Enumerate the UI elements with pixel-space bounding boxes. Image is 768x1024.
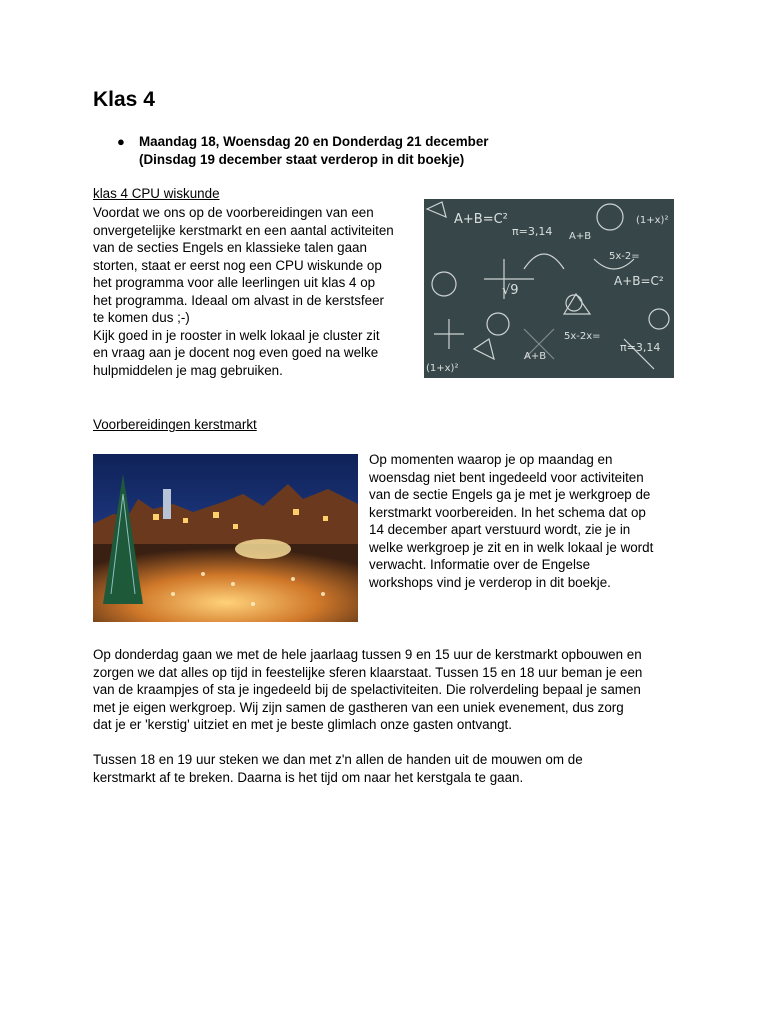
text-line: Voordat we ons op de voorbereidingen van een bbox=[93, 205, 374, 220]
formula-text: (1+x)² bbox=[426, 363, 459, 374]
text-line: kerstmarkt voorbereiden. In het schema dat op bbox=[369, 504, 646, 520]
kerstmarkt-heading: Voorbereidingen kerstmarkt bbox=[93, 417, 257, 432]
text-line: van de kraampjes of sta je ingedeeld bij de spelactiviteiten. Die rolverdeling bepaal je samen bbox=[93, 682, 641, 697]
christmas-market-image bbox=[93, 454, 358, 622]
text-line: en vraag aan je docent nog even goed na welke bbox=[93, 345, 379, 360]
text-line: met je eigen werkgroep. Wij zijn samen de gastheren van een uniek evenement, dus zorg bbox=[93, 699, 624, 715]
formula-text: A+B bbox=[569, 231, 592, 242]
formula-text: √9 bbox=[502, 283, 519, 298]
math-chalkboard-image bbox=[424, 199, 674, 378]
text-line: Tussen 18 en 19 uur steken we dan met z'n allen de handen uit de mouwen om de bbox=[93, 752, 583, 767]
kerstmarkt-paragraph bbox=[369, 451, 679, 591]
text-line: Op donderdag gaan we met de hele jaarlaag tussen 9 en 15 uur de kerstmarkt opbouwen en bbox=[93, 647, 642, 662]
formula-text: π=3,14 bbox=[620, 341, 661, 354]
formula-text: π=3,14 bbox=[512, 225, 553, 238]
cpu-wiskunde-paragraph bbox=[93, 204, 423, 379]
text-line: het programma. Ideaal om alvast in de kerstsfeer bbox=[93, 292, 385, 308]
formula-text: A+B=C² bbox=[454, 212, 508, 227]
formula-text: A+B bbox=[524, 351, 547, 362]
formula-text: 5x-2x= bbox=[564, 331, 601, 342]
text-line: van de secties Engels en klassieke talen gaan bbox=[93, 240, 367, 255]
bullet-marker: ● bbox=[117, 134, 125, 149]
text-line: onvergetelijke kerstmarkt en een aantal activiteiten bbox=[93, 222, 394, 238]
text-line: zorgen we dat alles op tijd in feestelijke sferen klaarstaat. Tussen 15 en 18 uur beman je een bbox=[93, 664, 643, 680]
text-line: Op momenten waarop je op maandag en bbox=[369, 452, 613, 467]
donderdag-paragraph bbox=[93, 646, 693, 734]
text-line: dat je er 'kerstig' uitziet en met je beste glimlach onze gasten ontvangt. bbox=[93, 717, 512, 732]
text-line: 14 december apart verstuurd wordt, zie je in bbox=[369, 522, 631, 537]
text-line: Kijk goed in je rooster in welk lokaal je cluster zit bbox=[93, 327, 380, 343]
date-bullet-text: Maandag 18, Woensdag 20 en Donderdag 21 december (Dinsdag 19 december staat verderop in dit boekje) bbox=[139, 134, 489, 167]
text-line: kerstmarkt af te breken. Daarna is het tijd om naar het kerstgala te gaan. bbox=[93, 769, 524, 785]
formula-text: A+B=C² bbox=[614, 274, 664, 288]
text-line: storten, staat er eerst nog een CPU wiskunde op bbox=[93, 257, 382, 273]
text-line: te komen dus ;-) bbox=[93, 310, 190, 325]
text-line: van de sectie Engels ga je met je werkgroep de bbox=[369, 487, 651, 502]
formula-text: (1+x)² bbox=[636, 215, 669, 226]
text-line: het programma voor alle leerlingen uit klas 4 op bbox=[93, 275, 376, 290]
text-line: welke werkgroep je zit en in welk lokaal je wordt bbox=[369, 539, 654, 555]
formula-text: 5x-2= bbox=[609, 251, 640, 262]
afbreken-paragraph bbox=[93, 751, 693, 786]
text-line: woensdag niet bent ingedeeld voor activiteiten bbox=[369, 469, 644, 485]
text-line: hulpmiddelen je mag gebruiken. bbox=[93, 362, 283, 378]
page-title: Klas 4 bbox=[93, 88, 155, 111]
text-line: verwacht. Informatie over de Engelse bbox=[369, 557, 591, 572]
cpu-wiskunde-heading: klas 4 CPU wiskunde bbox=[93, 186, 220, 201]
text-line: workshops vind je verderop in dit boekje. bbox=[369, 574, 611, 590]
